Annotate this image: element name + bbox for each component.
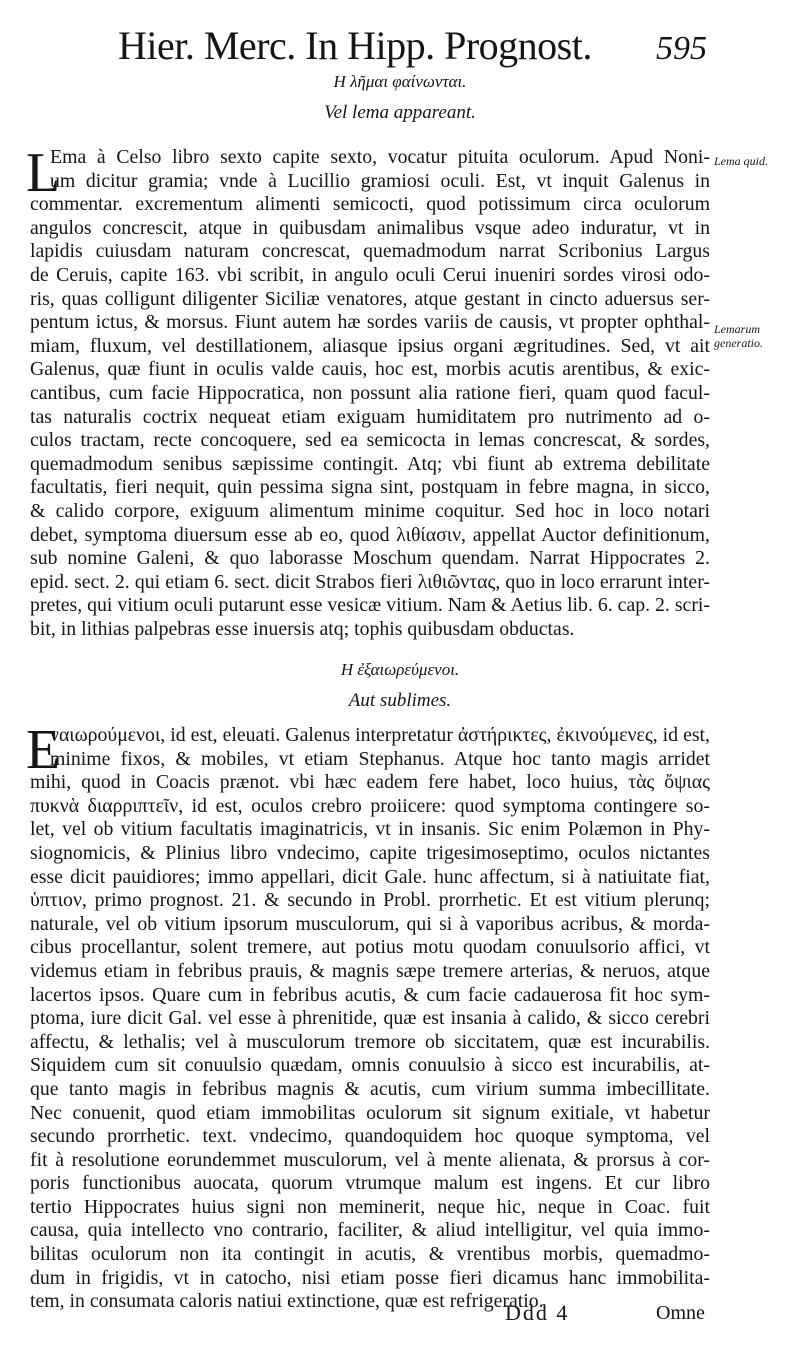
text-line: de Ceruis, capite 163. vbi scribit, in angulo oculi Cerui inueniri sordes virosi odo- <box>30 263 710 286</box>
text-line: causa, quia intellecto vno contrario, faciliter, & aliud intelligitur, vel quia immo- <box>30 1219 710 1242</box>
text-line: videmus etiam in febribus prauis, & magnis sæpe tremere arterias, & neruos, atque <box>30 959 710 982</box>
section-2-dropcap: E <box>26 719 61 781</box>
text-line: commentar. excrementum alimenti semicocti, quod potissimum circa oculorum <box>30 193 710 216</box>
text-line: dum in frigidis, vt in catocho, nisi etiam posse fieri dicamus hanc immobilita- <box>30 1266 710 1289</box>
text-line: secundo prorrhetic. text. vndecimo, quandoquidem hoc quoque symptoma, vel <box>30 1125 710 1148</box>
text-line: affectu, & lethalis; vel à musculorum tremore ob siccitatem, quæ est incurabilis. <box>30 1030 710 1053</box>
text-line: culos tractam, recte concoquere, sed ea semicocta in lemas concrescat, & sordes, <box>30 429 710 452</box>
text-line: bilitas oculorum non ita contingit in acutis, & vrentibus morbis, quemadmo- <box>30 1243 710 1266</box>
page-number: 595 <box>656 30 707 67</box>
text-line: let, vel ob vitium facultatis imaginatricis, vt in insanis. Sic enim Polæmon in Phy- <box>30 818 710 841</box>
section-2-latin-heading: Aut sublimes. <box>348 690 452 711</box>
text-line: bit, in lithias palpebras esse inuersis atq; tophis quibusdam obductas. <box>30 617 575 640</box>
section-1-body <box>30 146 710 641</box>
text-line: debet, symptoma diuersum esse ab eo, quod λιθίασιν, appellat Auctor definitionum, <box>30 523 710 546</box>
text-line: mihi, quod in Coacis prænot. vbi hæc eadem fere habet, loco huius, τὰς ὄψιας <box>30 771 710 794</box>
section-1-dropcap: L <box>26 142 61 204</box>
text-line: esse dicit pauidiores; immo appellari, dicit Gale. hunc affectum, si à natiuitate fiat, <box>30 865 710 888</box>
text-line: miam, fluxum, vel destillationem, aliasque ipsius organi ægritudines. Sed, vt ait <box>30 334 710 357</box>
text-line: Siquidem cum sit conuulsio quædam, omnis conuulsio à sicco est incurabilis, at- <box>30 1054 710 1077</box>
text-line: tertio Hippocrates huius signi non meminerit, neque hic, neque in Coac. fuit <box>30 1195 710 1218</box>
text-line: fit à resolutione eorundemmet musculorum, vel à mente alienata, & prorsus à cor- <box>30 1148 710 1171</box>
text-line: ptoma, iure dicit Gal. vel esse à phrenitide, quæ est insania à calido, & sicco cerebri <box>30 1007 710 1030</box>
text-line: ris, quas colligunt diligenter Siciliæ venatores, atque gestant in cincto aduersus ser- <box>30 287 710 310</box>
text-line: siognomicis, & Plinius libro vndecimo, capite trigesimoseptimo, oculos nictantes <box>30 841 710 864</box>
text-line: epid. sect. 2. qui etiam 6. sect. dicit Strabos fieri λιθιῶντας, quo in loco errarunt inter- <box>30 570 710 593</box>
signature-mark: Ddd 4 <box>505 1300 570 1325</box>
margin-note-lema-quid: Lema quid. <box>714 154 768 168</box>
text-line: lapidis cuiusdam naturam concrescat, quemadmodum narrat Scribonius Largus <box>30 240 710 263</box>
text-line: tem, in consumata caloris natiui extinctione, quæ est refrigeratio. <box>30 1290 544 1313</box>
text-line: ὑπτιον, primo prognost. 21. & secundo in Probl. prorrhetic. Et est vitium plerunq; <box>30 889 710 912</box>
text-line: pretes, qui vitium oculi putarunt esse vesicæ vitium. Nam & Aetius lib. 6. cap. 2. scri- <box>30 594 710 617</box>
text-line: facultatis, fieri nequit, quin pessima signa sint, postquam in febre magna, in sicco, <box>30 476 710 499</box>
text-line: minime fixos, & mobiles, vt etiam Stephanus. Atque hoc tanto magis arridet <box>50 747 710 770</box>
text-line: ναιωρούμενοι, id est, eleuati. Galenus interpretatur ἀστήρικτες, ἐκινούμενες, id est, <box>50 724 710 746</box>
text-line: poris functionibus auocata, quorum vtrumque malum est ingens. Et cur libro <box>30 1172 710 1195</box>
text-line: Nec conuenit, quod etiam immobilitas oculorum sit signum exitiale, vt habetur <box>30 1101 710 1124</box>
section-2-greek-heading: Η ἐξαιωρεύμενοι. <box>340 660 460 679</box>
text-line: Galenus, quæ fiunt in oculis valde cauis, hoc est, morbis acutis arentibus, & exic- <box>30 358 710 381</box>
text-line: um dicitur gramia; vnde à Lucillio gramiosi oculi. Est, vt inquit Galenus in <box>50 169 710 192</box>
text-line: naturale, vel ob vitium ipsorum musculorum, qui si à vaporibus acribus, & morda- <box>30 912 710 935</box>
text-line: πυκνὰ διαρριπτεῖν, id est, oculos crebro proiicere: quod symptoma contingere so- <box>30 794 710 817</box>
text-line: angulos concrescit, atque in quibusdam animalibus vsque adeo induratur, vt in <box>30 216 710 239</box>
text-line: que tanto magis in febribus magnis & acutis, cum virium summa imbecillitate. <box>30 1077 710 1100</box>
text-line: pentum ictus, & morsus. Fiunt autem hæ sordes variis de causis, vt propter ophthal- <box>30 311 710 334</box>
text-line: & calido corpore, exiguum alimentum minime coquitur. Sed hoc in loco notari <box>30 499 710 522</box>
text-line: Ema à Celso libro sexto capite sexto, vocatur pituita oculorum. Apud Noni- <box>50 146 710 168</box>
section-1-greek-heading: Η λῆμαι φαίνωνται. <box>333 72 467 91</box>
text-line: tas naturalis coctrix nequeat etiam exiguam humiditatem pro nutrimento ad o- <box>30 405 710 428</box>
margin-note-lemarum-generatio: Lemarum generatio. <box>714 322 763 350</box>
section-1-latin-heading: Vel lema appareant. <box>324 102 476 123</box>
section-2-body <box>30 724 710 1314</box>
text-line: lacertos ipsos. Quare cum in febribus acutis, & cum facie cadauerosa fit hoc sym- <box>30 983 710 1006</box>
text-line: sub nomine Galeni, & quo laborasse Moschum quendam. Narrat Hippocrates 2. <box>30 547 710 570</box>
text-line: quemadmodum senibus sæpissime contingit. Atq; vbi fiunt ab extrema debilitate <box>30 452 710 475</box>
catchword: Omne <box>656 1302 705 1324</box>
running-header-title: Hier. Merc. In Hipp. Prognost. <box>118 23 592 68</box>
text-line: cibus procellantur, solent tremere, aut potius motu quodam conuulsorio affici, vt <box>30 936 710 959</box>
text-line: cantibus, cum facie Hippocratica, non possunt alia ratione fieri, quam quod facul- <box>30 381 710 404</box>
